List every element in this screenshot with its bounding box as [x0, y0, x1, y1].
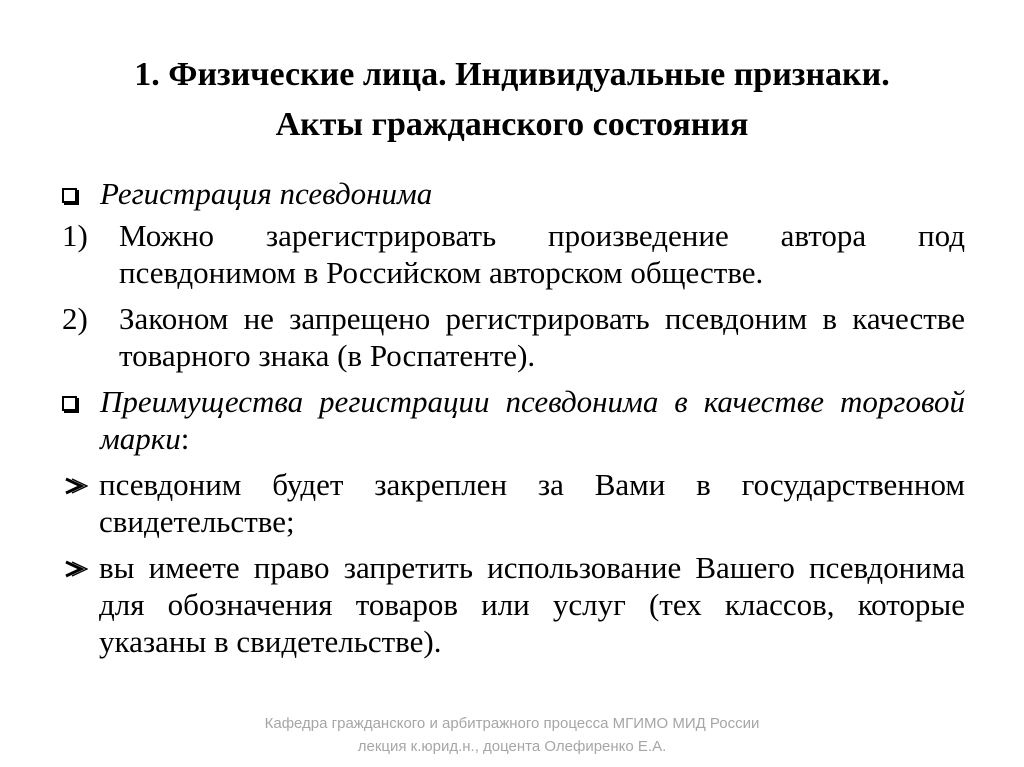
slide-title-line-2: Акты гражданского состояния	[275, 106, 749, 143]
checkbox-square-icon	[62, 188, 77, 203]
section-heading-registration-text: Регистрация псевдонима	[100, 176, 433, 211]
bullet-item	[62, 466, 965, 540]
slide-title	[40, 50, 984, 150]
checkbox-square-icon	[62, 396, 77, 411]
section-heading-advantages-text: Преимущества регистрации псевдонима в качестве торговой марки	[100, 384, 965, 456]
list-item-text: Можно зарегистрировать произведение автора под псевдонимом в Российском авторском обществе.	[119, 218, 965, 290]
slide-footer	[0, 712, 1024, 758]
slide-content	[62, 175, 965, 660]
section-heading-advantages-colon: :	[180, 421, 190, 456]
list-item	[62, 217, 965, 291]
list-item-number: 1)	[62, 218, 88, 253]
arrow-bullet-icon	[64, 560, 88, 578]
footer-line-1: Кафедра гражданского и арбитражного процесса МГИМО МИД России	[264, 715, 760, 732]
bullet-item-text: псевдоним будет закреплен за Вами в государственном свидетельстве;	[99, 467, 965, 539]
arrow-bullet-icon	[64, 477, 88, 495]
list-item-text: Законом не запрещено регистрировать псевдоним в качестве товарного знака (в Роспатенте).	[119, 301, 965, 373]
bullet-item	[62, 549, 965, 660]
list-item-number: 2)	[62, 301, 88, 336]
list-item	[62, 300, 965, 374]
slide-title-line-1: 1. Физические лица. Индивидуальные признаки.	[134, 56, 890, 93]
bullet-item-text: вы имеете право запретить использование Вашего псевдонима для обозначения товаров или услуг (тех классов, которые указаны в свидетельстве).	[99, 550, 965, 659]
footer-line-2: лекция к.юрид.н., доцента Олефиренко Е.А.	[357, 738, 667, 755]
section-heading-registration	[62, 175, 965, 212]
section-heading-advantages	[62, 383, 965, 457]
